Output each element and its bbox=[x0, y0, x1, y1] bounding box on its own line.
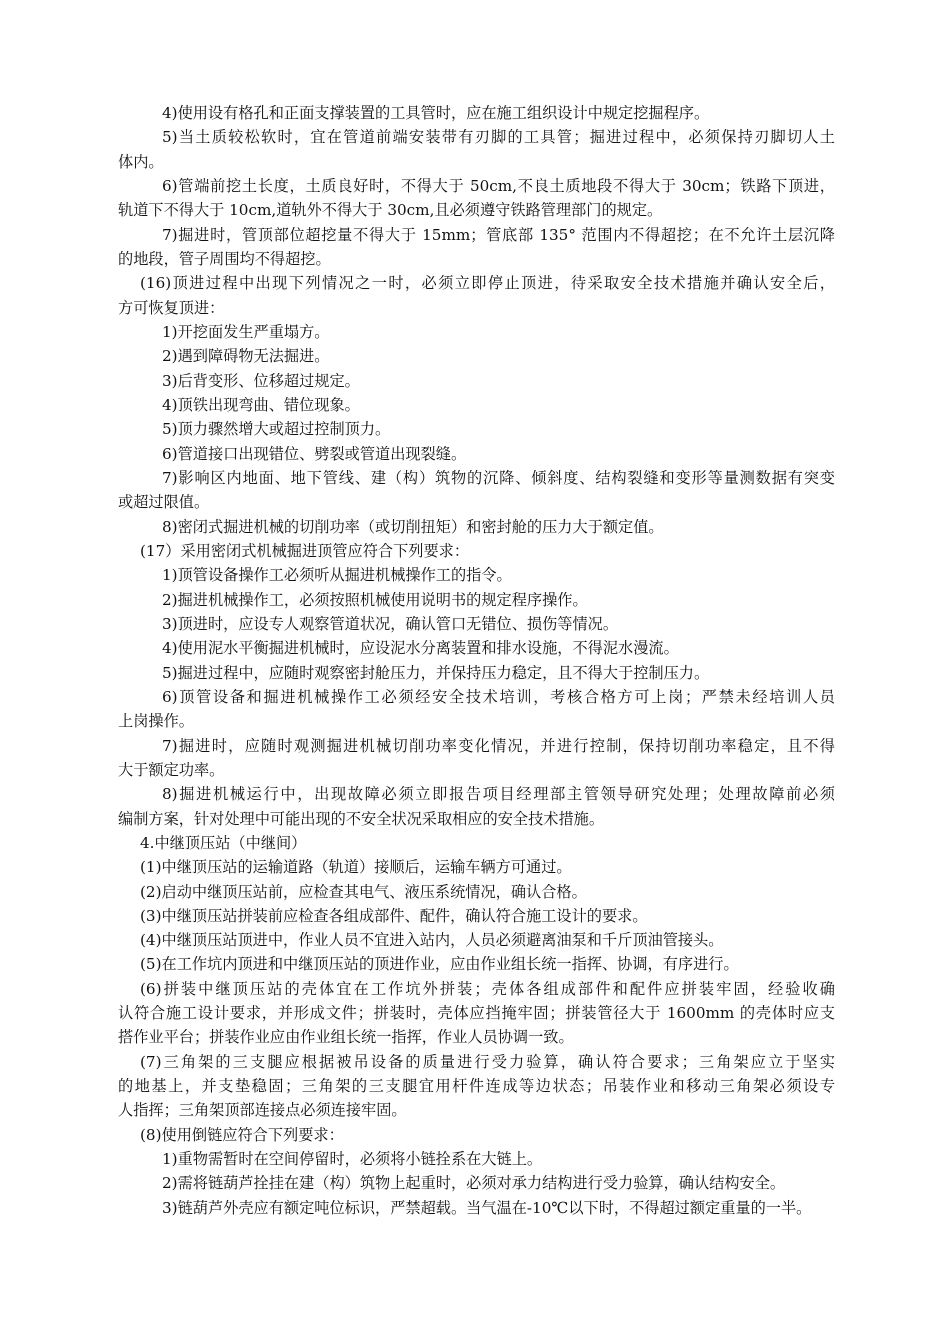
text-line: 3)后背变形、位移超过规定。 bbox=[162, 371, 360, 390]
text-line: 4)使用泥水平衡掘进机械时，应设泥水分离装置和排水设施，不得泥水漫流。 bbox=[162, 639, 679, 658]
text-line: 人指挥；三角架顶部连接点必须连接牢固。 bbox=[118, 1101, 407, 1120]
text-line: 方可恢复顶进： bbox=[118, 298, 225, 317]
paragraph bbox=[118, 320, 835, 344]
text-line: 大于额定功率。 bbox=[118, 760, 225, 779]
text-line: 7)掘进时，管顶部位超挖量不得大于 15mm；管底部 135° 范围内不得超挖；在不允许土层沉降 bbox=[162, 225, 835, 244]
text-line: 7)影响区内地面、地下管线、建（构）筑物的沉降、倾斜度、结构裂缝和变形等量测数据有突变 bbox=[162, 468, 835, 487]
paragraph bbox=[118, 904, 835, 928]
paragraph bbox=[118, 952, 835, 976]
text-line: 5)当土质较松软时，宜在管道前端安装带有刃脚的工具管；掘进过程中，必须保持刃脚切人土 bbox=[162, 128, 835, 147]
text-line: 体内。 bbox=[118, 152, 164, 171]
text-line: 的地段，管子周围均不得超挖。 bbox=[118, 249, 331, 268]
paragraph bbox=[118, 1196, 835, 1220]
text-line: 3)顶进时，应设专人观察管道状况，确认管口无错位、损伤等情况。 bbox=[162, 614, 619, 633]
paragraph bbox=[118, 928, 835, 952]
text-line: 2)需将链葫芦拴挂在建（构）筑物上起重时，必须对承力结构进行受力验算，确认结构安全。 bbox=[162, 1174, 786, 1193]
paragraph bbox=[118, 977, 835, 1050]
text-line: (17）采用密闭式机械掘进顶管应符合下列要求： bbox=[140, 541, 470, 560]
text-line: 6)管端前挖土长度，土质良好时，不得大于 50cm,不良土质地段不得大于 30cm；铁路下顶进， bbox=[162, 176, 835, 195]
paragraph bbox=[118, 125, 835, 174]
paragraph bbox=[118, 1050, 835, 1123]
paragraph bbox=[118, 1123, 835, 1147]
paragraph bbox=[118, 782, 835, 831]
text-line: 1)顶管设备操作工必须听从掘进机械操作工的指令。 bbox=[162, 566, 512, 585]
text-line: 2)掘进机械操作工，必须按照机械使用说明书的规定程序操作。 bbox=[162, 590, 588, 609]
text-line: 8)掘进机械运行中，出现故障必须立即报告项目经理部主管领导研究处理；处理故障前必须 bbox=[162, 785, 835, 804]
paragraph bbox=[118, 417, 835, 441]
text-line: 编制方案，针对处理中可能出现的不安全状况采取相应的安全技术措施。 bbox=[118, 809, 604, 828]
text-line: 7)掘进时，应随时观测掘进机械切削功率变化情况，并进行控制，保持切削功率稳定，且不得 bbox=[162, 736, 835, 755]
text-line: 6)顶管设备和掘进机械操作工必须经安全技术培训，考核合格方可上岗；严禁未经培训人员 bbox=[162, 687, 835, 706]
paragraph bbox=[118, 223, 835, 272]
text-line: 或超过限值。 bbox=[118, 493, 210, 512]
paragraph bbox=[118, 855, 835, 879]
text-line: 6)管道接口出现错位、劈裂或管道出现裂缝。 bbox=[162, 444, 467, 463]
text-line: 2)遇到障碍物无法掘进。 bbox=[162, 347, 330, 366]
text-line: 轨道下不得大于 10cm,道轨外不得大于 30cm,且必须遵守铁路管理部门的规定。 bbox=[118, 201, 663, 220]
text-line: 搭作业平台；拼装作业应由作业组长统一指挥，作业人员协调一致。 bbox=[118, 1028, 574, 1047]
text-line: 1)重物需暂时在空间停留时，必须将小链拴系在大链上。 bbox=[162, 1150, 543, 1169]
text-line: 4)使用设有格孔和正面支撑装置的工具管时，应在施工组织设计中规定挖掘程序。 bbox=[162, 104, 710, 122]
text-line: (6)拼装中继顶压站的壳体宜在工作坑外拼装；壳体各组成部件和配件应拼装牢固，经验收确 bbox=[140, 979, 835, 998]
paragraph bbox=[118, 393, 835, 417]
document-body bbox=[118, 101, 835, 1220]
text-line: 上岗操作。 bbox=[118, 712, 194, 731]
text-line: (7)三角架的三支腿应根据被吊设备的质量进行受力验算，确认符合要求；三角架应立于坚实 bbox=[140, 1052, 835, 1071]
text-line: 4.中继顶压站（中继间） bbox=[140, 833, 307, 852]
text-line: (5)在工作坑内顶进和中继顶压站的顶进作业，应由作业组长统一指挥、协调，有序进行。 bbox=[140, 955, 739, 974]
paragraph bbox=[118, 539, 835, 563]
text-line: 的地基上，并支垫稳固；三角架的三支腿宜用杆件连成等边状态；吊装作业和移动三角架必须设专 bbox=[118, 1077, 835, 1096]
paragraph bbox=[118, 466, 835, 515]
paragraph bbox=[118, 661, 835, 685]
text-line: 5)掘进过程中，应随时观察密封舱压力，并保持压力稳定，且不得大于控制压力。 bbox=[162, 663, 710, 682]
paragraph bbox=[118, 1171, 835, 1195]
paragraph bbox=[118, 734, 835, 783]
text-line: (3)中继顶压站拼装前应检查各组成部件、配件，确认符合施工设计的要求。 bbox=[140, 906, 648, 925]
text-line: 1)开挖面发生严重塌方。 bbox=[162, 322, 330, 341]
text-line: (2)启动中继顶压站前，应检查其电气、液压系统情况，确认合格。 bbox=[140, 882, 587, 901]
paragraph bbox=[118, 344, 835, 368]
paragraph bbox=[118, 685, 835, 734]
text-line: 认符合施工设计要求，并形成文件；拼装时，壳体应挡掩牢固；拼装管径大于 1600mm 的壳体时应支 bbox=[118, 1004, 835, 1023]
paragraph bbox=[118, 515, 835, 539]
text-line: (1)中继顶压站的运输道路（轨道）接顺后，运输车辆方可通过。 bbox=[140, 858, 572, 877]
paragraph bbox=[118, 101, 835, 125]
paragraph bbox=[118, 1147, 835, 1171]
text-line: 8)密闭式掘进机械的切削功率（或切削扭矩）和密封舱的压力大于额定值。 bbox=[162, 517, 664, 536]
paragraph bbox=[118, 174, 835, 223]
paragraph bbox=[118, 442, 835, 466]
paragraph bbox=[118, 880, 835, 904]
paragraph bbox=[118, 636, 835, 660]
text-line: 3)链葫芦外壳应有额定吨位标识，严禁超载。当气温在-10℃以下时，不得超过额定重量的一半。 bbox=[162, 1198, 812, 1217]
paragraph bbox=[118, 271, 835, 320]
paragraph bbox=[118, 563, 835, 587]
text-line: (8)使用倒链应符合下列要求： bbox=[140, 1125, 344, 1144]
text-line: 4)顶铁出现弯曲、错位现象。 bbox=[162, 395, 360, 414]
text-line: (4)中继顶压站顶进中，作业人员不宜进入站内，人员必须避离油泵和千斤顶油管接头。 bbox=[140, 931, 724, 950]
text-line: 5)顶力骤然增大或超过控制顶力。 bbox=[162, 420, 391, 439]
paragraph bbox=[118, 369, 835, 393]
text-line: (16)顶进过程中出现下列情况之一时，必须立即停止顶进，待采取安全技术措施并确认安全后， bbox=[140, 274, 835, 293]
paragraph bbox=[118, 588, 835, 612]
paragraph bbox=[118, 831, 835, 855]
paragraph bbox=[118, 612, 835, 636]
